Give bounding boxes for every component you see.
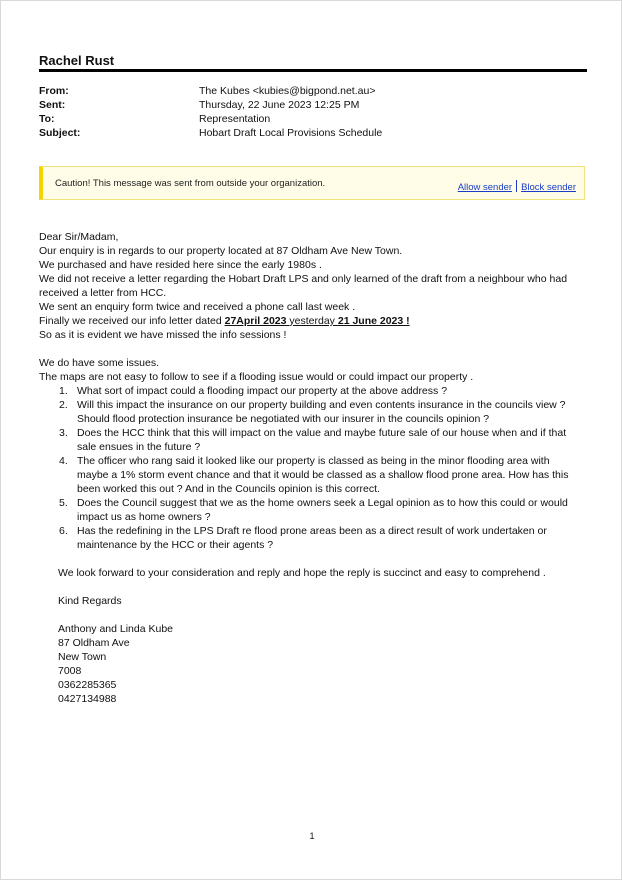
subject-value: Hobart Draft Local Provisions Schedule xyxy=(199,127,383,139)
from-value: The Kubes <kubies@bigpond.net.au> xyxy=(199,85,376,97)
signature-line: New Town xyxy=(58,651,107,663)
list-item-number: 2. xyxy=(59,399,68,411)
list-item-text: sale ensues in the future ? xyxy=(77,441,201,453)
to-value: Representation xyxy=(199,113,271,125)
body-line: The maps are not easy to follow to see if a flooding issue would or could impact our property . xyxy=(39,371,474,383)
body-line: So as it is evident we have missed the info sessions ! xyxy=(39,329,287,341)
greeting: Dear Sir/Madam, xyxy=(39,231,119,243)
list-item-text: Has the redefining in the LPS Draft re flood prone areas been as a direct result of work undertaken or xyxy=(77,525,547,537)
sent-value: Thursday, 22 June 2023 12:25 PM xyxy=(199,99,360,111)
subject-label: Subject: xyxy=(39,127,81,139)
link-separator xyxy=(516,180,517,192)
allow-sender-link[interactable]: Allow sender xyxy=(457,182,513,193)
external-sender-warning-banner xyxy=(39,166,585,200)
body-line: We purchased and have resided here since the early 1980s . xyxy=(39,259,322,271)
list-item-text: been worked this out ? And in the Councils opinion is this correct. xyxy=(77,483,380,495)
list-item-number: 4. xyxy=(59,455,68,467)
closing-line: We look forward to your consideration and reply and hope the reply is succinct and easy to comprehend . xyxy=(58,567,546,579)
body-text: yesterday xyxy=(289,315,338,327)
list-item-number: 5. xyxy=(59,497,68,509)
list-item-number: 6. xyxy=(59,525,68,537)
sender-actions xyxy=(458,180,576,193)
header-divider xyxy=(39,69,587,72)
received-date: 21 June 2023 ! xyxy=(337,315,410,327)
letter-date: 27April 2023 xyxy=(224,315,290,327)
from-label: From: xyxy=(39,85,69,97)
warning-message: Caution! This message was sent from outside your organization. xyxy=(55,178,326,189)
block-sender-link[interactable]: Block sender xyxy=(521,182,576,193)
list-item-text: What sort of impact could a flooding impact our property at the above address ? xyxy=(77,385,448,397)
body-line: We sent an enquiry form twice and received a phone call last week . xyxy=(39,301,356,313)
signature-line: 0362285365 xyxy=(58,679,117,691)
body-line: We do have some issues. xyxy=(39,357,160,369)
list-item-text: impact us as home owners ? xyxy=(77,511,211,523)
body-text: Finally we received our info letter dated xyxy=(39,315,225,327)
sent-label: Sent: xyxy=(39,99,66,111)
to-label: To: xyxy=(39,113,55,125)
info-letter-line xyxy=(39,314,410,328)
list-item-text: Does the Council suggest that we as the home owners seek a Legal opinion as to how this could or would xyxy=(77,497,568,509)
list-item-text: Will this impact the insurance on our property building and even contents insurance in the councils view ? xyxy=(77,399,566,411)
list-item-number: 3. xyxy=(59,427,68,439)
list-item-text: The officer who rang said it looked like our property is classed as being in the minor flooding area with xyxy=(77,455,550,467)
body-line: received a letter from HCC. xyxy=(39,287,167,299)
signature-line: 0427134988 xyxy=(58,693,117,705)
body-line: Our enquiry is in regards to our property located at 87 Oldham Ave New Town. xyxy=(39,245,403,257)
regards: Kind Regards xyxy=(58,595,122,607)
list-item-text: Should flood protection insurance be negotiated with our insurer in the councils opinion ? xyxy=(77,413,490,425)
signature-line: Anthony and Linda Kube xyxy=(58,623,174,635)
body-line: We did not receive a letter regarding the Hobart Draft LPS and only learned of the draft from a neighbour who had xyxy=(39,273,568,285)
signature-line: 7008 xyxy=(58,665,82,677)
list-item-text: maintenance by the HCC or their agents ? xyxy=(77,539,274,551)
signature-line: 87 Oldham Ave xyxy=(58,637,130,649)
page-number: 1 xyxy=(309,831,315,841)
mailbox-owner-name: Rachel Rust xyxy=(39,53,115,68)
list-item-number: 1. xyxy=(59,385,68,397)
list-item-text: Does the HCC think that this will impact on the value and maybe future sale of our house when and if that xyxy=(77,427,567,439)
list-item-text: maybe a 1% storm event chance and that it would be classed as a shallow flood prone area. How has this xyxy=(77,469,569,481)
